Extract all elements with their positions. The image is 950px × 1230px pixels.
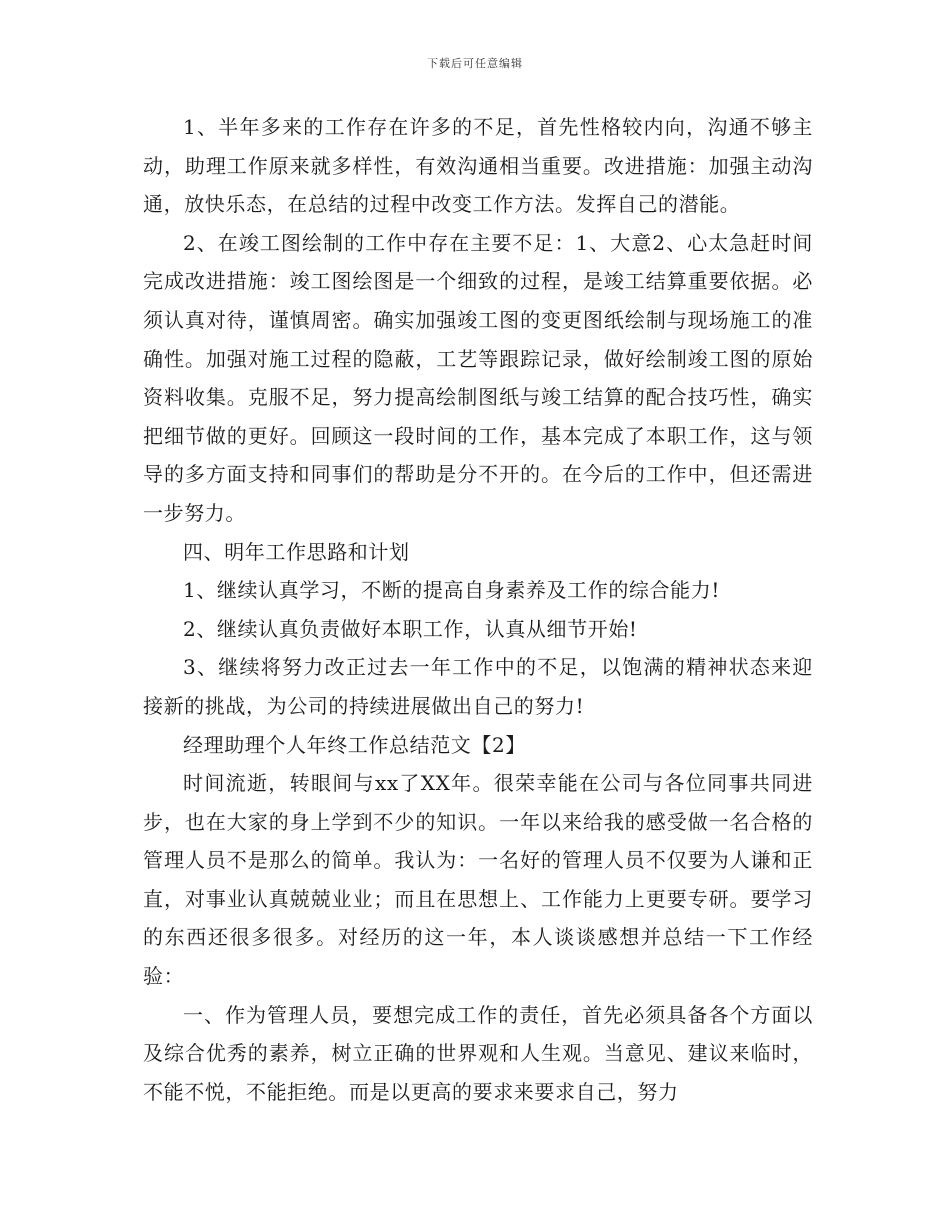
paragraph-section-one: 一、作为管理人员，要想完成工作的责任，首先必须具备各个方面以及综合优秀的素养，树立正确的世界观和人生观。当意见、建议来临时，不能不悦，不能拒绝。而是以更高的要求来要求自己，努力 xyxy=(143,1002,813,1104)
header-note: 下载后可任意编辑 xyxy=(427,57,523,70)
section-heading-next-year-plan: 四、明年工作思路和计划 xyxy=(183,539,410,564)
plan-item-1: 1、继续认真学习，不断的提高自身素养及工作的综合能力! xyxy=(183,578,720,603)
plan-item-3: 3、继续将努力改正过去一年工作中的不足，以饱满的精神状态来迎接新的挑战，为公司的持续进展做出自己的努力! xyxy=(143,655,813,718)
paragraph-shortcomings-communication: 1、半年多来的工作存在许多的不足，首先性格较内向，沟通不够主动，助理工作原来就多样性，有效沟通相当重要。改进措施：加强主动沟通，放快乐态，在总结的过程中改变工作方法。发挥自己的潜能。 xyxy=(143,115,813,217)
document-body xyxy=(143,108,813,1111)
paragraph-intro: 时间流逝，转眼间与xx了XX年。很荣幸能在公司与各位同事共同进步，也在大家的身上学到不少的知识。一年以来给我的感受做一名合格的管理人员不是那么的简单。我认为：一名好的管理人员不仅要为人谦和正直，对事业认真兢兢业业；而且在思想上、工作能力上更要专研。要学习的东西还很多很多。对经历的这一年，本人谈谈感想并总结一下工作经验： xyxy=(143,771,813,989)
article-title-2: 经理助理个人年终工作总结范文【2】 xyxy=(183,732,526,757)
paragraph-shortcomings-drawing: 2、在竣工图绘制的工作中存在主要不足：1、大意2、心太急赶时间完成改进措施：竣工图绘图是一个细致的过程，是竣工结算重要依据。必须认真对待，谨慎周密。确实加强竣工图的变更图纸绘制与现场施工的准确性。加强对施工过程的隐蔽，工艺等跟踪记录，做好绘制竣工图的原始资料收集。克服不足，努力提高绘制图纸与竣工结算的配合技巧性，确实把细节做的更好。回顾这一段时间的工作，基本完成了本职工作，这与领导的多方面支持和同事们的帮助是分不开的。在今后的工作中，但还需进一步努力。 xyxy=(143,230,813,525)
plan-item-2: 2、继续认真负责做好本职工作，认真从细节开始! xyxy=(183,616,638,641)
